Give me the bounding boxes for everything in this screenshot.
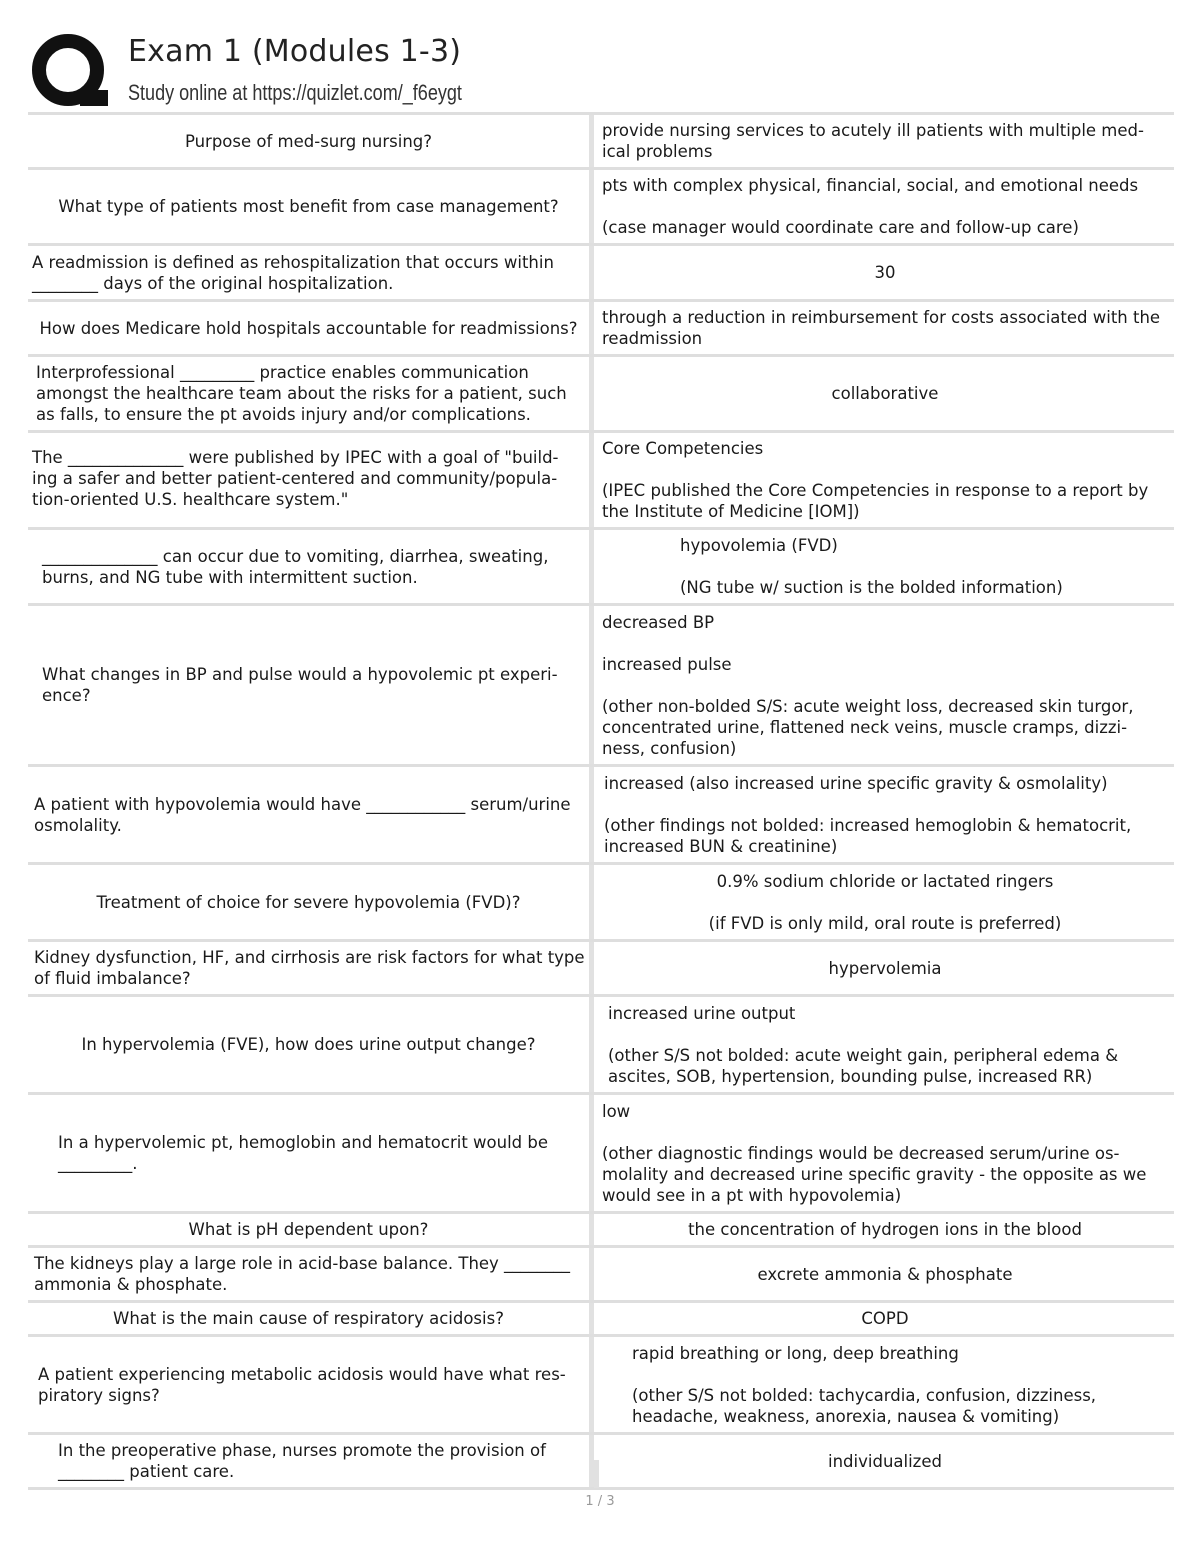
card-definition [594, 530, 1174, 603]
definition-text: provide nursing services to acutely ill patients with multiple med-ical problems [602, 121, 1144, 161]
definition-note: (other diagnostic findings would be decreased serum/urine os-molality and decreased urine specific gravity - the opposite as we would see in a pt with hypovolemia) [602, 1143, 1147, 1205]
card-term: How does Medicare hold hospitals accountable for readmissions? [28, 302, 594, 354]
definition-text: hypovolemia (FVD) [680, 536, 838, 555]
card-term: What changes in BP and pulse would a hypovolemic pt experi-ence? [28, 606, 594, 764]
header [30, 28, 1180, 112]
page-title: Exam 1 (Modules 1-3) [128, 34, 462, 69]
definition-text: the concentration of hydrogen ions in the blood [688, 1220, 1082, 1239]
flashcard-row [28, 1092, 1174, 1211]
definition-text: 30 [874, 263, 896, 282]
definition-text: increased pulse [602, 654, 732, 674]
flashcard-row [28, 112, 1174, 167]
flashcard-row [28, 527, 1174, 603]
flashcard-row [28, 243, 1174, 299]
definition-text: COPD [861, 1309, 909, 1328]
card-term: In a hypervolemic pt, hemoglobin and hematocrit would be _________. [28, 1095, 594, 1211]
page-number: 1 / 3 [585, 1494, 615, 1509]
flashcard-row [28, 1432, 1174, 1490]
definition-text: 0.9% sodium chloride or lactated ringers [716, 871, 1054, 891]
card-definition [594, 1337, 1174, 1432]
card-definition [594, 606, 1174, 764]
card-term: What is pH dependent upon? [28, 1214, 594, 1245]
definition-note: (IPEC published the Core Competencies in response to a report by the Institute of Medicine [IOM]) [602, 481, 1149, 521]
flashcard-row [28, 862, 1174, 939]
definition-note: (if FVD is only mild, oral route is preferred) [708, 913, 1062, 933]
card-term: What type of patients most benefit from case management? [28, 170, 594, 243]
flashcard-row [28, 1334, 1174, 1432]
definition-text: Core Competencies [602, 439, 764, 458]
card-definition [594, 1248, 1174, 1300]
column-divider-stub [594, 1460, 599, 1488]
card-definition [594, 1303, 1174, 1334]
card-term: ______________ can occur due to vomiting, diarrhea, sweating, burns, and NG tube with intermittent suction. [28, 530, 594, 603]
definition-note: (other findings not bolded: increased hemoglobin & hematocrit, increased BUN & creatinine) [604, 815, 1132, 856]
definition-note: (other S/S not bolded: tachycardia, confusion, dizziness, headache, weakness, anorexia, nausea & vomiting) [632, 1385, 1097, 1426]
definition-text: increased (also increased urine specific gravity & osmolality) [604, 773, 1108, 793]
card-definition [594, 433, 1174, 527]
card-definition [594, 115, 1174, 167]
card-term: A patient experiencing metabolic acidosis would have what res-piratory signs? [28, 1337, 594, 1432]
card-term: Purpose of med-surg nursing? [28, 115, 594, 167]
card-term: A readmission is defined as rehospitalization that occurs within ________ days of the original hospitalization. [28, 246, 594, 299]
definition-text: decreased BP [602, 612, 715, 632]
card-term: The ______________ were published by IPEC with a goal of "build-ing a safer and better patient-centered and community/popula-tion-oriented U.S. healthcare system." [28, 433, 594, 527]
card-term: Kidney dysfunction, HF, and cirrhosis are risk factors for what type of fluid imbalance? [28, 942, 594, 994]
card-definition [594, 865, 1174, 939]
study-link[interactable]: Study online at https://quizlet.com/_f6eygt [128, 80, 462, 105]
definition-text: low [602, 1101, 631, 1121]
card-definition [594, 1435, 1174, 1487]
card-definition [594, 1214, 1174, 1245]
card-definition [594, 302, 1174, 354]
card-term: In the preoperative phase, nurses promote the provision of ________ patient care. [28, 1435, 594, 1487]
card-term: Treatment of choice for severe hypovolemia (FVD)? [28, 865, 594, 939]
flashcard-row [28, 299, 1174, 354]
definition-note: (other non-bolded S/S: acute weight loss, decreased skin turgor, concentrated urine, flattened neck veins, muscle cramps, dizzi-ness, confusion) [602, 696, 1134, 758]
card-definition [594, 357, 1174, 430]
card-definition [594, 767, 1174, 862]
card-term: In hypervolemia (FVE), how does urine output change? [28, 997, 594, 1092]
flashcard-row [28, 1300, 1174, 1334]
flashcard-row [28, 1245, 1174, 1300]
card-term: Interprofessional _________ practice enables communication amongst the healthcare team about the risks for a patient, such as falls, to ensure the pt avoids injury and/or complications. [28, 357, 594, 430]
definition-text: individualized [828, 1451, 942, 1471]
flashcard-row [28, 354, 1174, 430]
flashcard-row [28, 994, 1174, 1092]
definition-text: through a reduction in reimbursement for costs associated with the readmission [602, 308, 1161, 348]
flashcard-row [28, 939, 1174, 994]
card-definition [594, 246, 1174, 299]
flashcard-row [28, 430, 1174, 527]
definition-note: (NG tube w/ suction is the bolded information) [680, 578, 1063, 597]
definition-text: increased urine output [608, 1003, 796, 1023]
card-term: The kidneys play a large role in acid-base balance. They ________ ammonia & phosphate. [28, 1248, 594, 1300]
card-definition [594, 170, 1174, 243]
definition-text: collaborative [831, 384, 939, 403]
definition-note: (case manager would coordinate care and follow-up care) [602, 218, 1079, 237]
card-definition [594, 1095, 1174, 1211]
definition-text: hypervolemia [828, 958, 942, 978]
definition-text: excrete ammonia & phosphate [757, 1264, 1013, 1284]
card-term: What is the main cause of respiratory acidosis? [28, 1303, 594, 1334]
definition-text: rapid breathing or long, deep breathing [632, 1343, 959, 1363]
flashcard-row [28, 1211, 1174, 1245]
quizlet-logo-icon [30, 32, 110, 112]
flashcard-row [28, 603, 1174, 764]
definition-text: pts with complex physical, financial, social, and emotional needs [602, 176, 1139, 195]
flashcard-row [28, 764, 1174, 862]
definition-note: (other S/S not bolded: acute weight gain, peripheral edema & ascites, SOB, hypertension, bounding pulse, increased RR) [608, 1045, 1119, 1086]
card-term: A patient with hypovolemia would have ____________ serum/urine osmolality. [28, 767, 594, 862]
card-definition [594, 997, 1174, 1092]
flashcard-table [28, 112, 1174, 1490]
card-definition [594, 942, 1174, 994]
flashcard-row [28, 167, 1174, 243]
